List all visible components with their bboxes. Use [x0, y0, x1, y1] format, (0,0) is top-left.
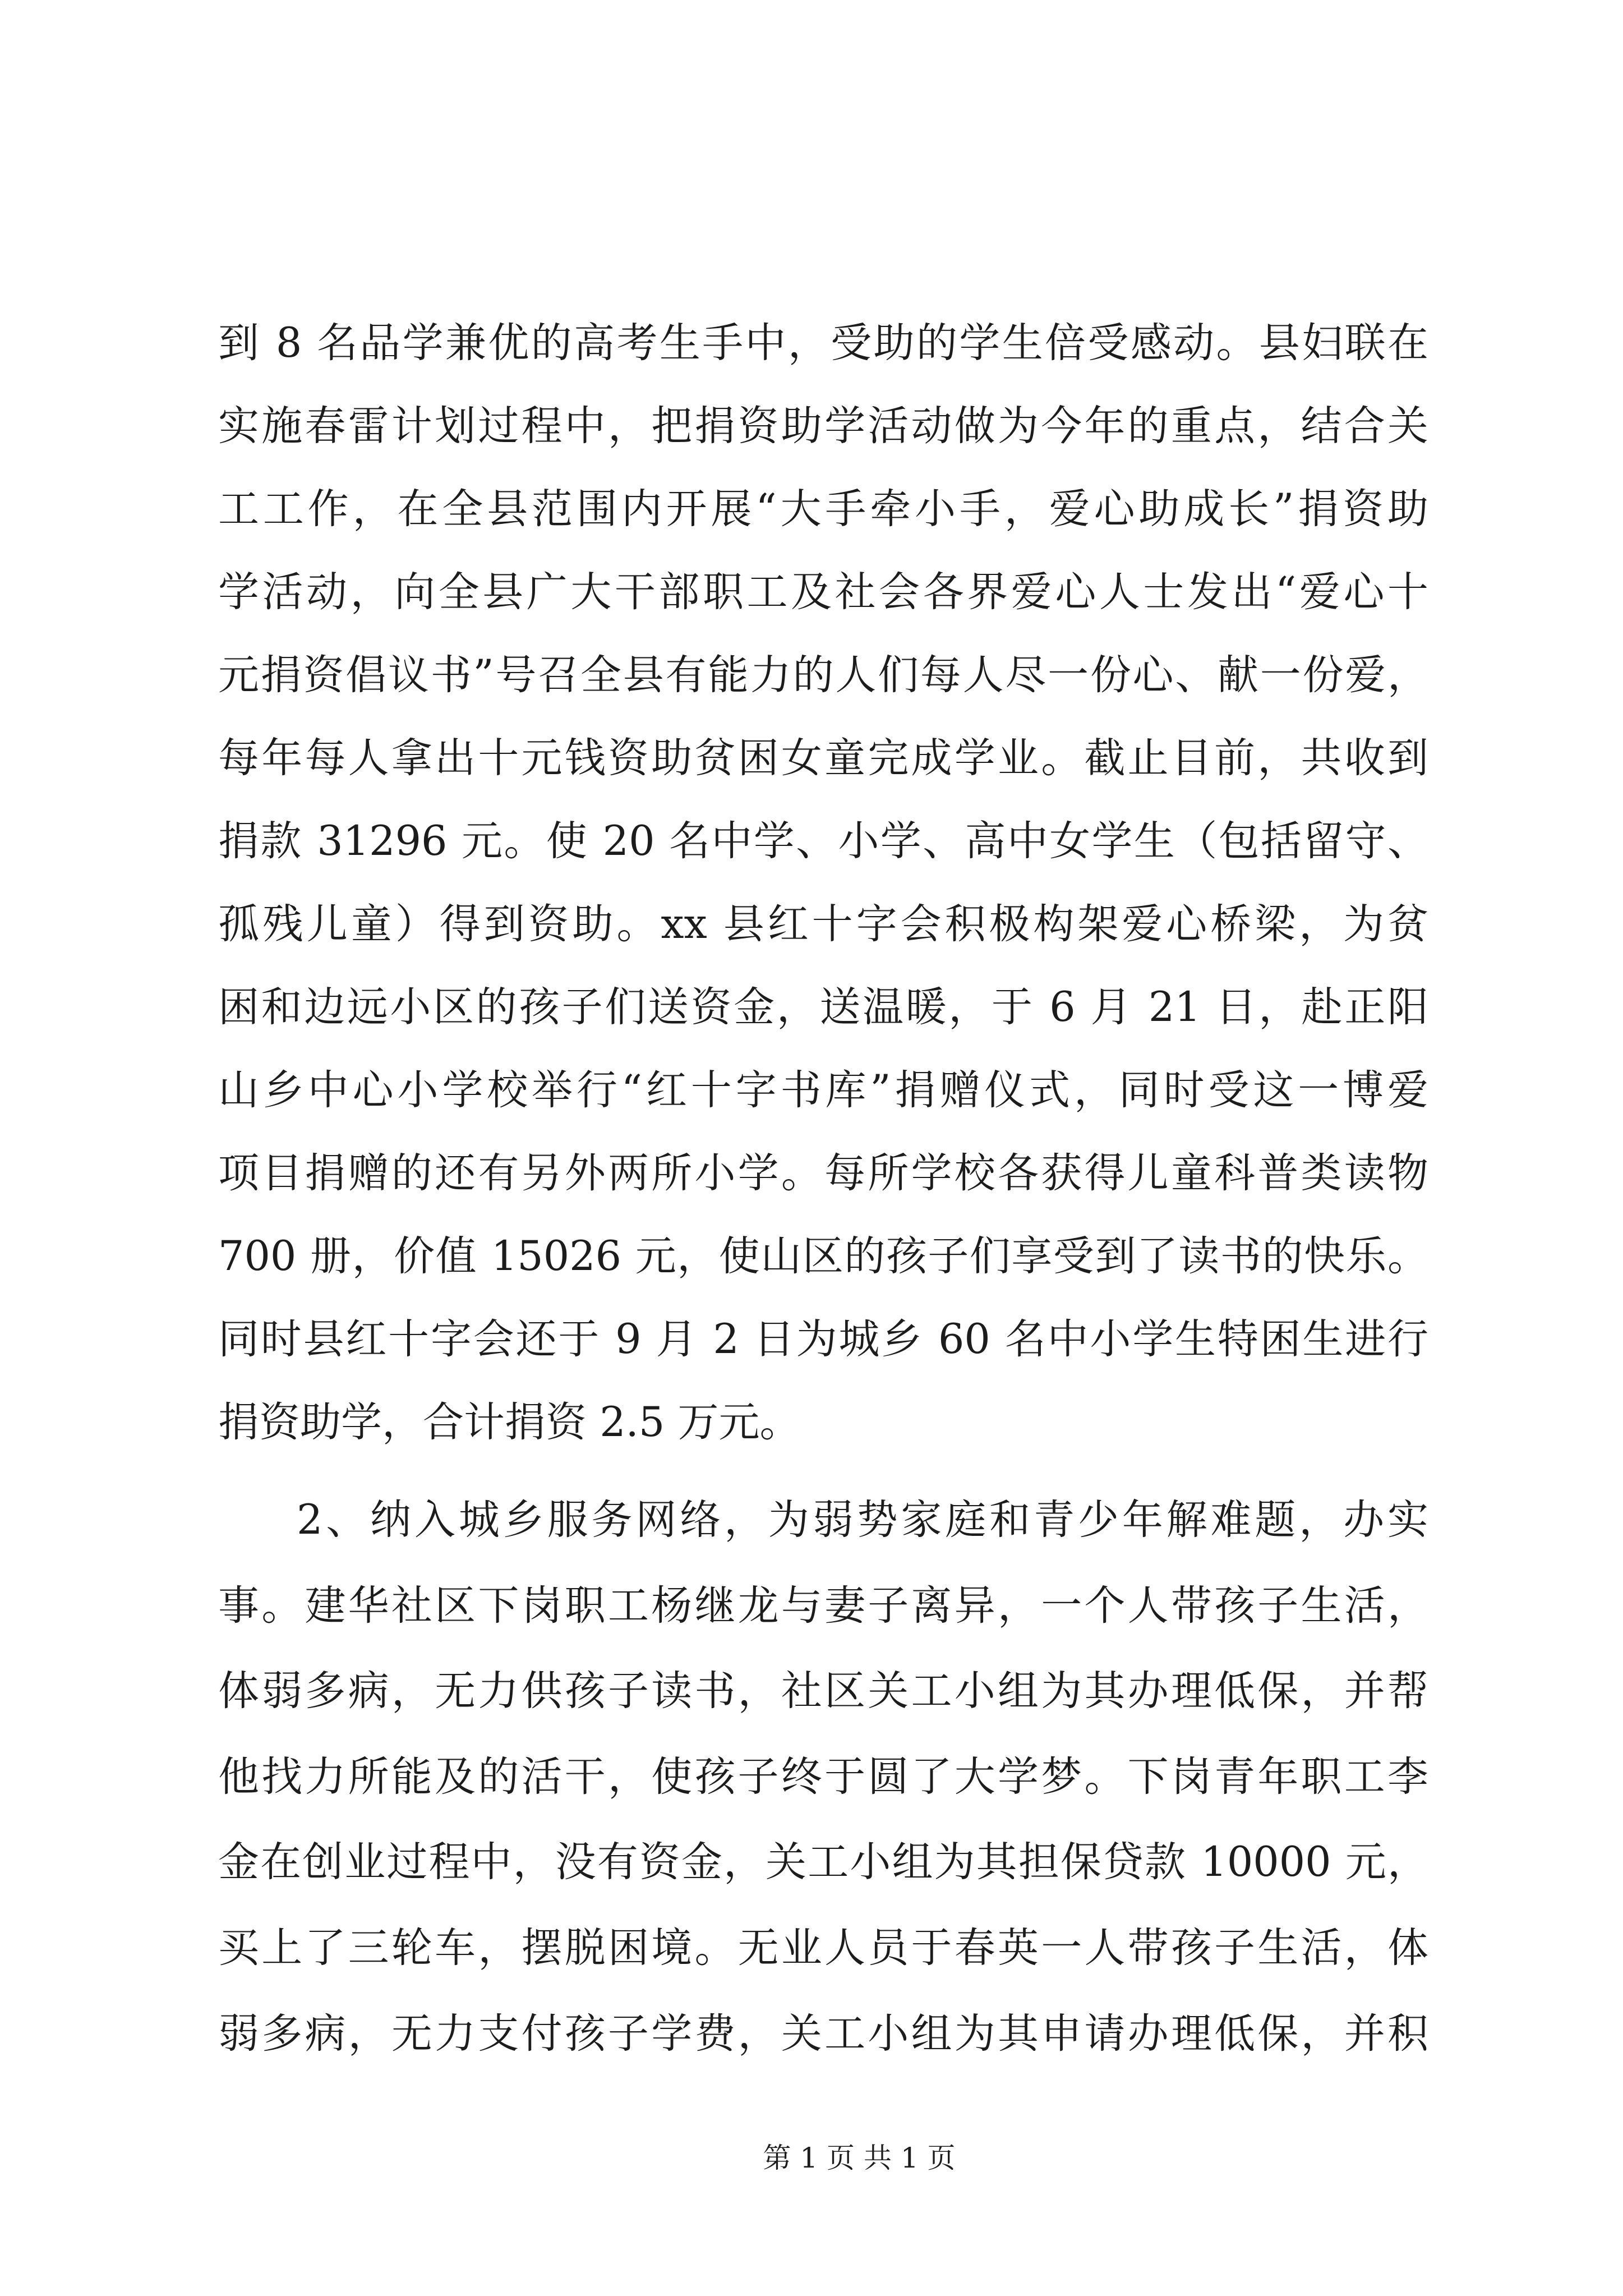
text-line: 同时县红十字会还于 9 月 2 日为城乡 60 名中小学生特困生进行 — [218, 1315, 1428, 1363]
text-line: 2、纳入城乡服务网络，为弱势家庭和青少年解难题，办实 — [297, 1496, 1428, 1544]
text-line: 700 册，价值 15026 元，使山区的孩子们享受到了读书的快乐。 — [218, 1232, 1428, 1280]
text-line: 每年每人拿出十元钱资助贫困女童完成学业。截止目前，共收到 — [218, 734, 1428, 782]
text-line: 金在创业过程中，没有资金，关工小组为其担保贷款 10000 元， — [218, 1838, 1428, 1887]
text-line: 到 8 名品学兼优的高考生手中，受助的学生倍受感动。县妇联在 — [218, 319, 1428, 367]
text-line: 项目捐赠的还有另外两所小学。每所学校各获得儿童科普类读物 — [218, 1149, 1428, 1197]
text-line: 弱多病，无力支付孩子学费，关工小组为其申请办理低保，并积 — [218, 2009, 1428, 2058]
text-line: 捐款 31296 元。使 20 名中学、小学、高中女学生（包括留守、 — [218, 817, 1428, 865]
text-line: 买上了三轮车，摆脱困境。无业人员于春英一人带孩子生活，体 — [218, 1924, 1428, 1972]
text-line: 工工作，在全县范围内开展“大手牵小手，爱心助成长”捐资助 — [218, 485, 1428, 533]
text-line: 他找力所能及的活干，使孩子终于圆了大学梦。下岗青年职工李 — [218, 1752, 1428, 1801]
paragraph-1 — [218, 302, 1428, 1464]
text-line: 元捐资倡议书”号召全县有能力的人们每人尽一份心、献一份爱， — [218, 651, 1428, 699]
text-line: 体弱多病，无力供孩子读书，社区关工小组为其办理低保，并帮 — [218, 1667, 1428, 1715]
paragraph-2 — [218, 1478, 1428, 2077]
text-line: 捐资助学，合计捐资 2.5 万元。 — [218, 1398, 801, 1446]
text-line: 山乡中心小学校举行“红十字书库”捐赠仪式，同时受这一博爱 — [218, 1066, 1428, 1114]
text-line: 事。建华社区下岗职工杨继龙与妻子离异，一个人带孩子生活， — [218, 1581, 1428, 1630]
text-line: 实施春雷计划过程中，把捐资助学活动做为今年的重点，结合关 — [218, 402, 1428, 450]
text-line: 困和边远小区的孩子们送资金，送温暖，于 6 月 21 日，赴正阳 — [218, 983, 1428, 1031]
text-line: 学活动，向全县广大干部职工及社会各界爱心人士发出“爱心十 — [218, 568, 1428, 616]
page-footer: 第 1 页 共 1 页 — [763, 2142, 956, 2174]
text-line: 孤残儿童）得到资助。xx 县红十字会积极构架爱心桥梁，为贫 — [218, 900, 1428, 948]
